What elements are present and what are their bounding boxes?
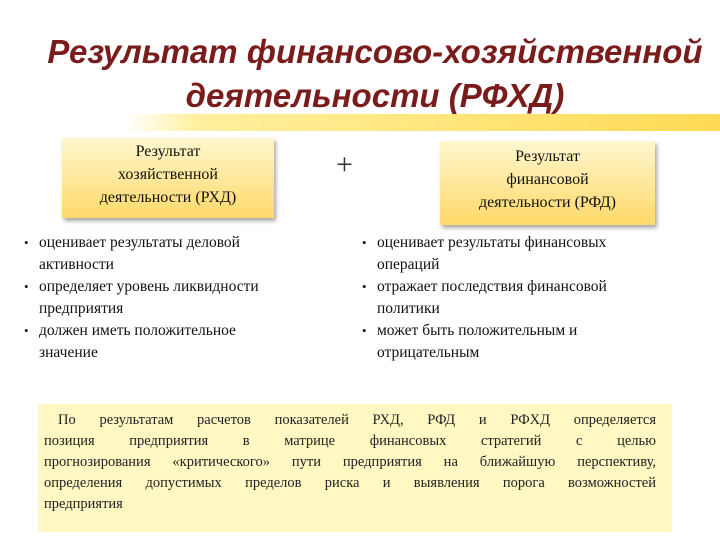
list-item <box>362 232 702 276</box>
bullet-text: оценивает результаты финансовых <box>377 234 607 251</box>
bullet-text: значение <box>39 344 98 361</box>
conclusion-line: позиция предприятия в матрице финансовых стратегий с целью <box>44 433 656 449</box>
list-item <box>362 276 702 320</box>
bullet-text: должен иметь положительное <box>39 322 236 339</box>
rhd-box <box>62 138 274 218</box>
rfd-box-line: Результат <box>515 148 580 165</box>
rfd-box-line: финансовой <box>506 171 589 188</box>
list-item <box>24 276 344 320</box>
bullet-text: отрицательным <box>377 344 480 361</box>
bullet-icon: • <box>362 279 367 294</box>
bullet-icon: • <box>24 235 29 250</box>
rhd-bullet-list <box>24 232 344 364</box>
bullet-icon: • <box>362 323 367 338</box>
rfd-box-line: деятельности (РФД) <box>478 194 617 211</box>
bullet-text: определяет уровень ликвидности <box>39 278 259 295</box>
plus-operator: + <box>336 148 353 181</box>
bullet-icon: • <box>362 235 367 250</box>
bullet-text: политики <box>377 300 440 317</box>
bullet-text: может быть положительным и <box>377 322 578 339</box>
title-line-2: деятельности (РФХД) <box>185 77 565 114</box>
list-item <box>24 320 344 364</box>
rhd-box-line: деятельности (РХД) <box>99 189 237 206</box>
conclusion-panel <box>38 404 672 532</box>
bullet-text: предприятия <box>39 300 124 317</box>
bullet-text: отражает последствия финансовой <box>377 278 607 295</box>
conclusion-line: прогнозирования «критического» пути предприятия на ближайшую перспективу, <box>44 454 656 470</box>
rfd-bullet-list <box>362 232 702 364</box>
title-accent-bar <box>125 114 720 131</box>
conclusion-line: определения допустимых пределов риска и выявления порога возможностей <box>44 475 656 491</box>
rhd-box-line: Результат <box>135 143 201 160</box>
rhd-box-line: хозяйственной <box>118 166 218 183</box>
list-item <box>362 320 702 364</box>
conclusion-line: предприятия <box>44 496 123 512</box>
bullet-text: операций <box>377 256 440 273</box>
bullet-icon: • <box>24 279 29 294</box>
conclusion-line: По результатам расчетов показателей РХД, РФД и РФХД определяется <box>58 412 656 428</box>
bullet-text: оценивает результаты деловой <box>39 234 240 251</box>
bullet-text: активности <box>39 256 114 273</box>
page-title <box>40 30 710 118</box>
title-line-1: Результат финансово-хозяйственной <box>47 33 703 70</box>
bullet-icon: • <box>24 323 29 338</box>
rfd-box <box>440 141 655 225</box>
list-item <box>24 232 344 276</box>
